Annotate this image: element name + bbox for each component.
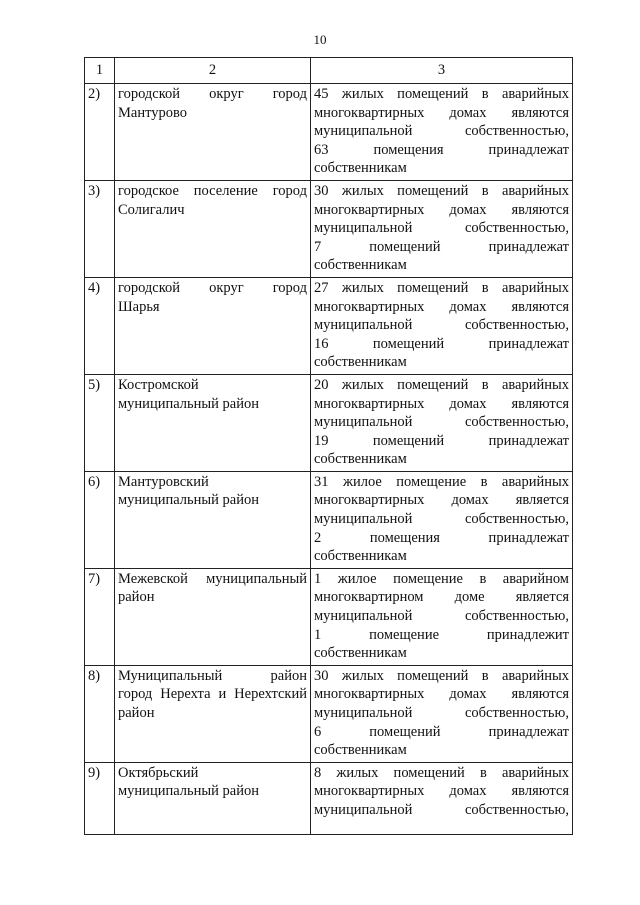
housing-description-line: муниципальной собственностью, [314,317,569,334]
housing-description-cell [311,568,573,665]
municipality-name-cell [115,180,311,277]
housing-description-line: многоквартирных домах являются [314,201,569,218]
housing-description-line: муниципальной собственностью, [314,123,569,140]
housing-description-line: многоквартирных домах являются [314,783,569,800]
housing-description-line: 45 жилых помещений в аварийных [314,86,569,102]
housing-description-line: многоквартирных домах являются [314,395,569,412]
housing-description-line: 20 жилых помещений в аварийных [314,376,569,393]
housing-description-line: 1 помещение принадлежит [314,626,569,643]
housing-description-line: собственникам [314,548,407,565]
housing-description-cell [311,180,573,277]
table-row [85,762,573,834]
housing-description-line: 27 жилых помещений в аварийных [314,279,569,296]
housing-description-line: 30 жилых помещений в аварийных [314,667,569,684]
table-row [85,180,573,277]
row-number: 7) [85,568,115,665]
table-row [85,568,573,665]
municipality-name-line: Межевской муниципальный [118,570,307,587]
row-number: 4) [85,277,115,374]
housing-description-cell [311,762,573,834]
housing-description-line: 63 помещения принадлежат [314,141,569,158]
row-number: 6) [85,471,115,568]
housing-description-line: многоквартирных домах являются [314,686,569,703]
row-number: 3) [85,180,115,277]
municipality-name-line: город Нерехта и Нерехтский [118,686,307,703]
table-row [85,374,573,471]
municipality-name-cell [115,568,311,665]
municipality-name-cell [115,762,311,834]
housing-description-cell [311,471,573,568]
housing-description-cell [311,277,573,374]
header-cell-2: 2 [115,58,311,84]
housing-description-line: муниципальной собственностью, [314,801,569,818]
municipality-name-cell [115,277,311,374]
municipality-name-line: Мантурово [118,104,187,121]
page-number: 10 [313,32,327,47]
municipality-name-line: городской округ город [118,279,307,296]
table-row [85,665,573,762]
housing-description-cell [311,84,573,181]
housing-description-line: 1 жилое помещение в аварийном [314,570,569,587]
municipality-name-line: Костромской [118,376,199,393]
municipality-name-line: городское поселение город [118,182,307,199]
housing-description-line: муниципальной собственностью, [314,705,569,721]
housing-description-line: 16 помещений принадлежат [314,335,569,352]
table-row [85,471,573,568]
municipality-name-line: городской округ город [118,86,307,102]
housing-description-line: 30 жилых помещений в аварийных [314,182,569,199]
housing-description-line: муниципальной собственностью, [314,511,569,528]
housing-description-line: 2 помещения принадлежат [314,529,569,546]
row-number: 5) [85,374,115,471]
housing-description-line: многоквартирных домах являются [314,104,569,121]
table-row [85,84,573,181]
housing-description-line: многоквартирных домах является [314,492,569,509]
housing-description-line: собственникам [314,451,407,468]
housing-description-cell [311,665,573,762]
municipality-name-cell [115,471,311,568]
housing-description-line: 8 жилых помещений в аварийных [314,764,569,781]
municipality-name-cell [115,374,311,471]
row-number: 9) [85,762,115,834]
municipality-name-line: Солигалич [118,201,185,218]
header-cell-3: 3 [311,58,573,84]
row-number: 8) [85,665,115,762]
municipality-name-line: район [118,705,155,721]
housing-description-line: муниципальной собственностью, [314,608,569,625]
municipality-name-cell [115,665,311,762]
municipality-name-line: район [118,589,155,606]
municipality-name-line: Октябрьский [118,764,199,781]
housing-description-line: собственникам [314,257,407,274]
housing-description-line: муниципальной собственностью, [314,220,569,237]
housing-table [84,57,573,835]
municipality-name-cell [115,84,311,181]
housing-description-line: многоквартирных домах являются [314,298,569,315]
housing-description-line: 19 помещений принадлежат [314,432,569,449]
housing-description-line: собственникам [314,645,407,662]
municipality-name-line: муниципальный район [118,492,259,509]
municipality-name-line: Мантуровский [118,473,209,490]
table-header-row [85,58,573,84]
housing-description-line: собственникам [314,160,407,177]
housing-description-line: собственникам [314,354,407,371]
housing-description-line: 6 помещений принадлежат [314,723,569,740]
table-row [85,277,573,374]
housing-description-line: 7 помещений принадлежат [314,238,569,255]
housing-description-line: собственникам [314,742,407,759]
municipality-name-line: Муниципальный район [118,667,307,684]
municipality-name-line: муниципальный район [118,783,259,800]
municipality-name-line: муниципальный район [118,395,259,412]
header-cell-1: 1 [85,58,115,84]
housing-description-line: многоквартирном доме является [314,589,569,606]
row-number: 2) [85,84,115,181]
housing-description-line: муниципальной собственностью, [314,414,569,431]
housing-description-line: 31 жилое помещение в аварийных [314,473,569,490]
municipality-name-line: Шарья [118,298,160,315]
housing-description-cell [311,374,573,471]
